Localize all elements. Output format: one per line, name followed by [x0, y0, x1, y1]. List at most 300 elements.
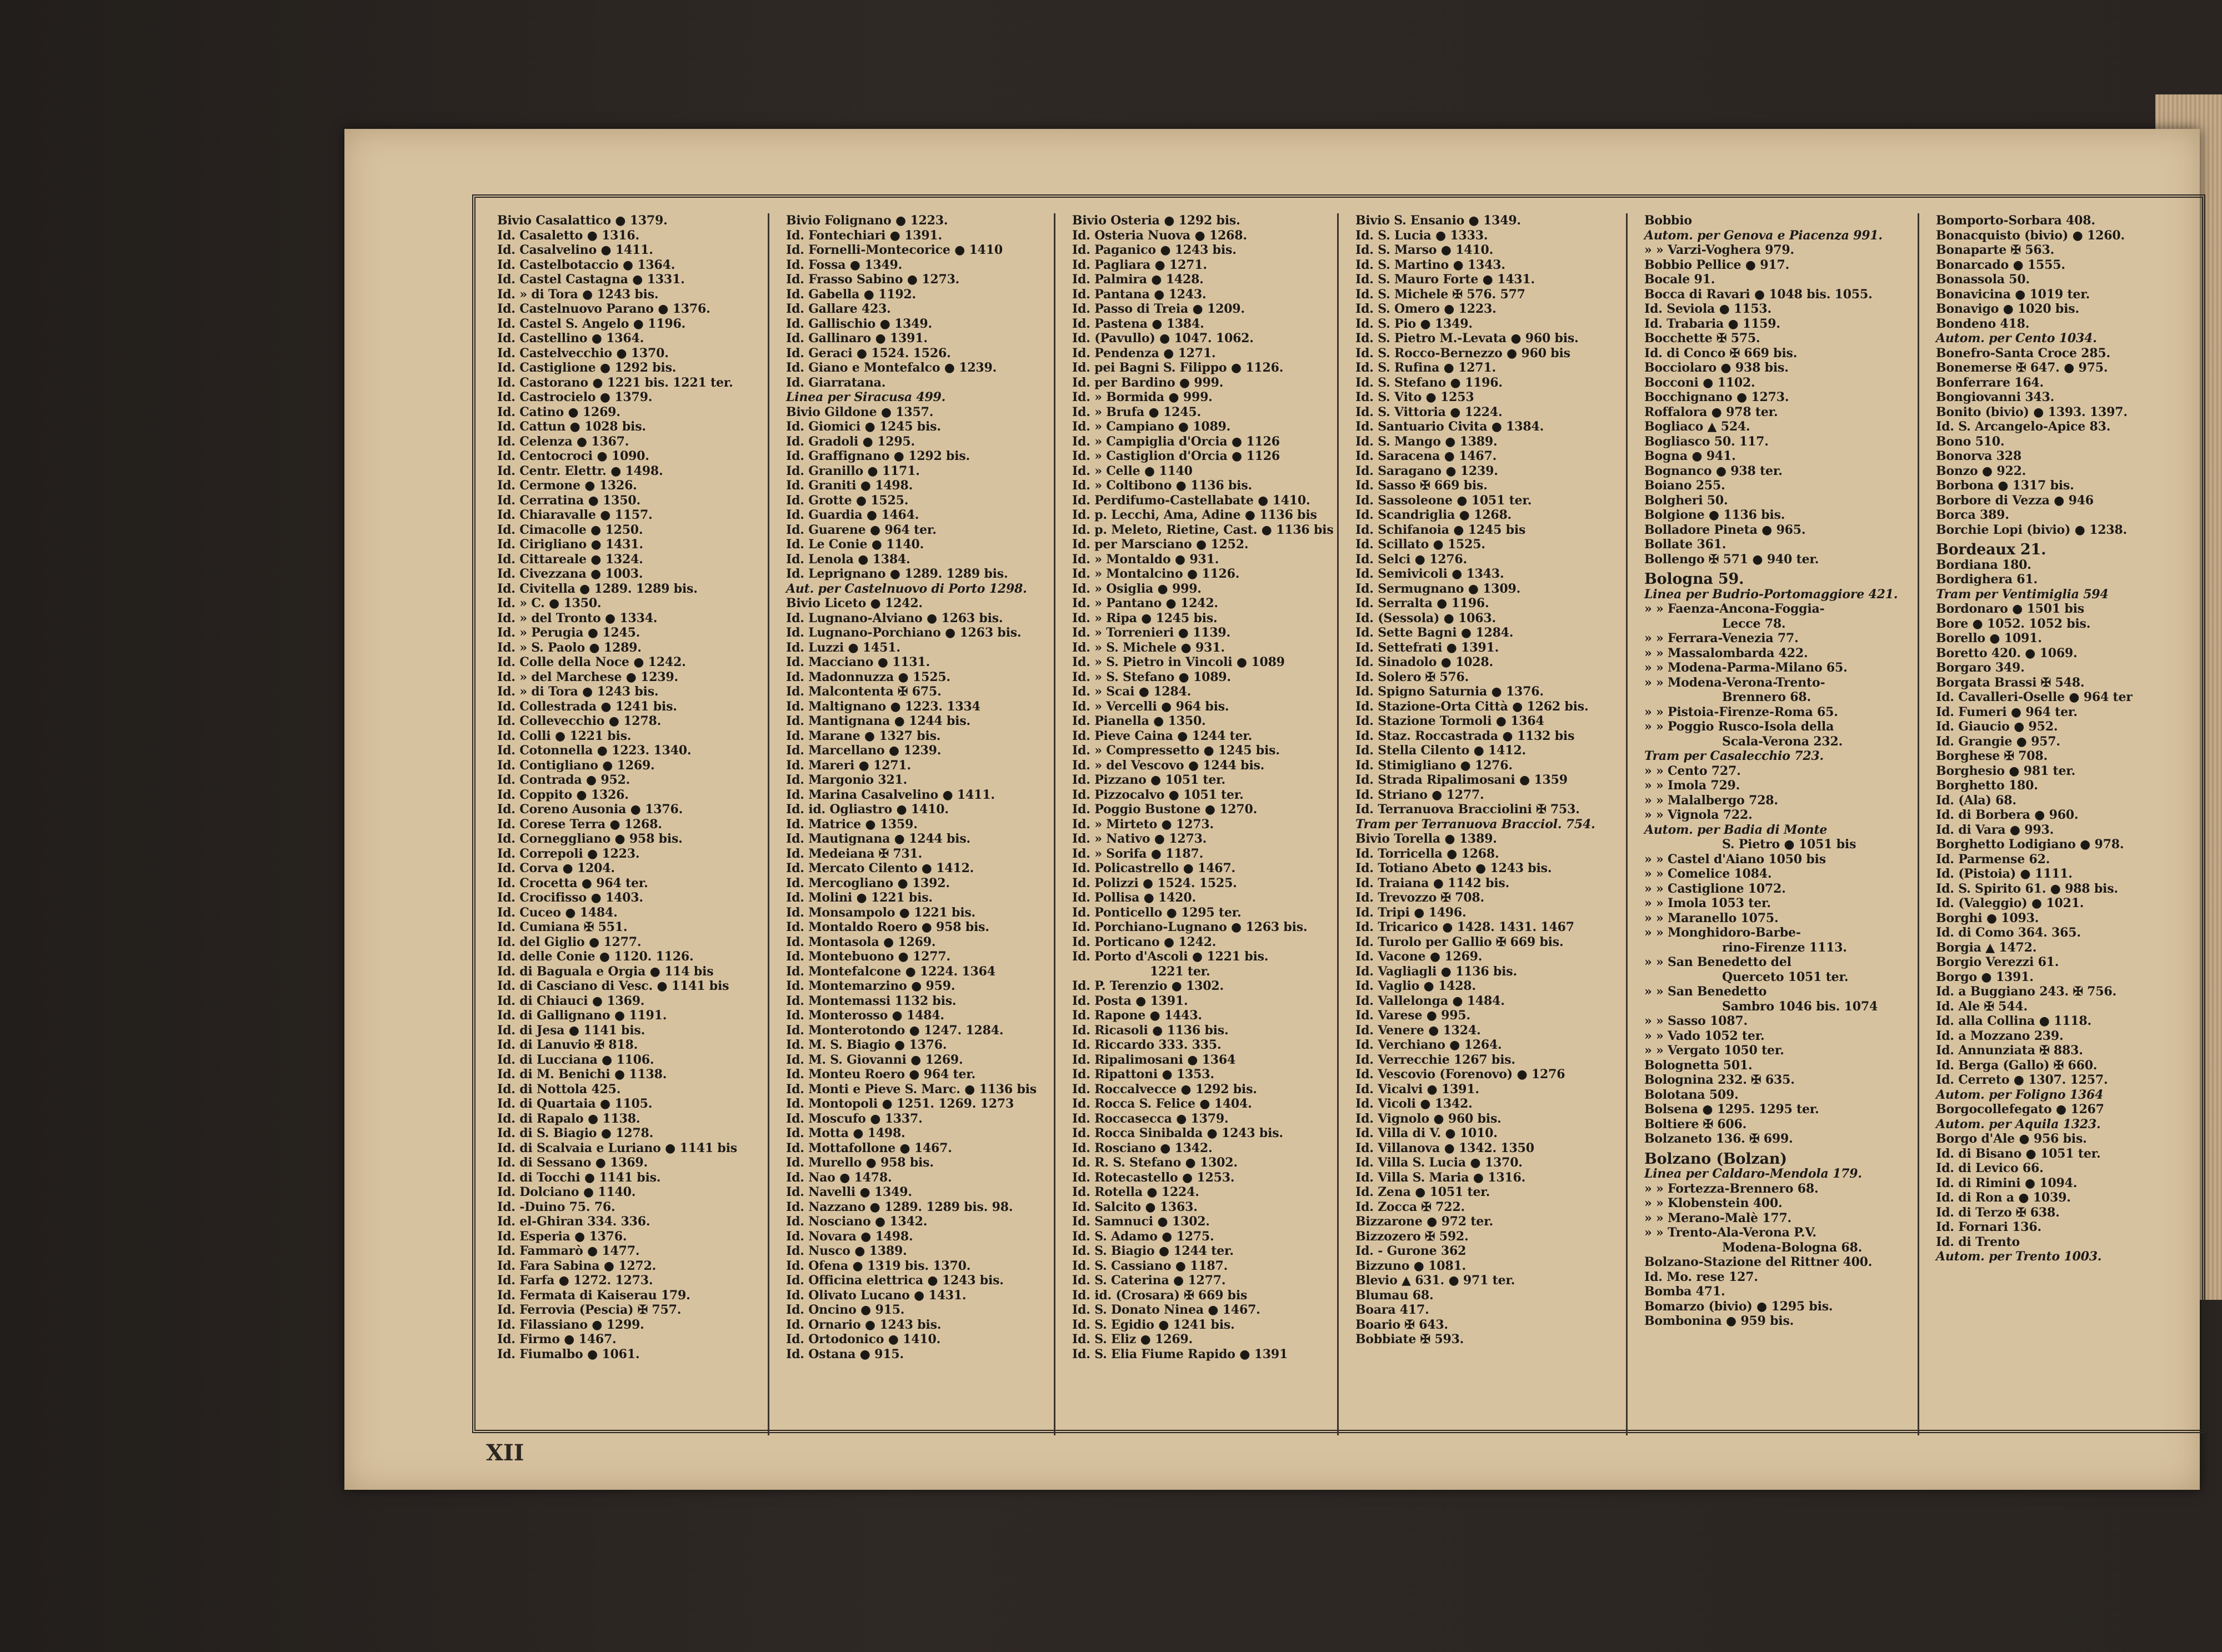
index-entry: Id. Fornari 136.: [1936, 1220, 2041, 1234]
index-entry: Id. Settefrati ● 1391.: [1355, 640, 1499, 655]
index-entry: Borgaro 349.: [1936, 660, 2025, 675]
index-entry: Id. Mercato Cilento ● 1412.: [786, 861, 974, 875]
index-entry: Id. Stazione-Orta Città ● 1262 bis.: [1355, 699, 1589, 714]
index-entry: Querceto 1051 ter.: [1722, 969, 1849, 984]
index-entry: Id. Villanova ● 1342. 1350: [1355, 1140, 1534, 1155]
index-entry: Id. Samnuci ● 1302.: [1072, 1214, 1210, 1229]
index-entry: Id. Castel Castagna ● 1331.: [497, 272, 685, 287]
index-entry: Bizzozero ✠ 592.: [1355, 1229, 1469, 1244]
index-entry: Id. » S. Michele ● 931.: [1072, 640, 1225, 655]
index-entry: Id. Stella Cilento ● 1412.: [1355, 743, 1526, 758]
index-entry: Id. Scillato ● 1525.: [1355, 537, 1485, 552]
index-entry: Id. Ponticello ● 1295 ter.: [1072, 905, 1242, 920]
index-entry: Id. Montemassi 1132 bis.: [786, 993, 957, 1008]
index-entry: Id. pei Bagni S. Filippo ● 1126.: [1072, 361, 1284, 375]
index-entry: Bondeno 418.: [1936, 316, 2030, 331]
index-entry: Id. » Mirteto ● 1273.: [1072, 817, 1214, 832]
index-entry: Id. Giano e Montefalco ● 1239.: [786, 361, 997, 375]
index-entry: Id. Gradoli ● 1295.: [786, 434, 915, 449]
index-entry: Id. Firmo ● 1467.: [497, 1332, 617, 1346]
index-entry: Id. Pendenza ● 1271.: [1072, 346, 1216, 361]
index-entry: Id. Crocetta ● 964 ter.: [497, 875, 648, 890]
index-entry: Id. Vicalvi ● 1391.: [1355, 1082, 1479, 1097]
index-entry: Bolognina 232. ✠ 635.: [1644, 1073, 1795, 1087]
index-entry: Id. Tricarico ● 1428. 1431. 1467: [1355, 920, 1574, 934]
index-entry: Id. di Scalvaia e Luriano ● 1141 bis: [497, 1140, 737, 1155]
index-entry: Id. S. Elia Fiume Rapido ● 1391: [1072, 1346, 1288, 1361]
index-entry: Id. Venere ● 1324.: [1355, 1023, 1481, 1038]
index-entry: Bonemerse ✠ 647. ● 975.: [1936, 361, 2108, 375]
index-entry: Id. Annunziata ✠ 883.: [1936, 1043, 2083, 1058]
index-entry: Id. S. Omero ● 1223.: [1355, 302, 1497, 316]
index-entry: Id. » S. Pietro in Vincoli ● 1089: [1072, 655, 1285, 669]
index-entry: Id. Gabella ● 1192.: [786, 287, 916, 302]
index-entry: Id. Guarene ● 964 ter.: [786, 522, 937, 537]
index-entry: Id. » Castiglion d'Orcia ● 1126: [1072, 449, 1280, 463]
index-entry: Id. Matrice ● 1359.: [786, 817, 918, 832]
index-entry: Id. Corese Terra ● 1268.: [497, 817, 662, 832]
index-entry: » » Modena-Verona-Trento-: [1644, 675, 1825, 690]
index-entry: Id. S. Mango ● 1389.: [1355, 434, 1498, 449]
index-entry: Id. » Campiano ● 1089.: [1072, 419, 1231, 434]
index-entry: Bognanco ● 938 ter.: [1644, 463, 1783, 478]
index-entry: Id. Coreno Ausonia ● 1376.: [497, 802, 683, 817]
index-entry: Id. Casalvelino ● 1411.: [497, 243, 653, 257]
index-entry: Blevio ▲ 631. ● 971 ter.: [1355, 1273, 1515, 1288]
index-entry: Id. S. Biagio ● 1244 ter.: [1072, 1244, 1234, 1258]
index-entry: Id. » Bormida ● 999.: [1072, 390, 1213, 404]
index-entry: » » Monghidoro-Barbe-: [1644, 925, 1801, 940]
index-entry: » » Maranello 1075.: [1644, 910, 1779, 925]
index-entry: Id. Posta ● 1391.: [1072, 993, 1188, 1008]
index-entry: Id. (Sessola) ● 1063.: [1355, 610, 1496, 625]
index-entry: Id. » Vercelli ● 964 bis.: [1072, 699, 1229, 714]
index-entry: Bivio Folignano ● 1223.: [786, 213, 948, 228]
index-entry: Borca 389.: [1936, 508, 2009, 522]
index-entry: » » Ferrara-Venezia 77.: [1644, 631, 1799, 645]
index-entry: Id. Pizzocalvo ● 1051 ter.: [1072, 787, 1244, 802]
index-entry: Id. Solero ✠ 576.: [1355, 669, 1469, 684]
index-entry: Id. a Mozzano 239.: [1936, 1028, 2064, 1043]
index-entry: Boara 417.: [1355, 1303, 1429, 1317]
index-entry: Id. S. Pietro M.-Levata ● 960 bis.: [1355, 331, 1579, 346]
index-entry: Id. Verchiano ● 1264.: [1355, 1038, 1502, 1052]
index-entry: Id. Mautignana ● 1244 bis.: [786, 832, 970, 846]
index-entry: Id. Saracena ● 1467.: [1355, 449, 1497, 463]
index-entry: Linea per Caldaro-Mendola 179.: [1644, 1167, 1862, 1181]
index-entry: » » Fortezza-Brennero 68.: [1644, 1181, 1819, 1196]
index-entry: Id. Porchiano-Lugnano ● 1263 bis.: [1072, 920, 1308, 934]
index-entry: Id. a Buggiano 243. ✠ 756.: [1936, 984, 2116, 999]
index-entry: Id. Rocca S. Felice ● 1404.: [1072, 1097, 1252, 1111]
index-entry: Id. Margonio 321.: [786, 773, 908, 787]
index-entry: Borghetto 180.: [1936, 778, 2038, 793]
index-entry: Id. S. Cassiano ● 1187.: [1072, 1258, 1228, 1273]
index-entry: Bivio Torella ● 1389.: [1355, 832, 1497, 846]
index-entry: Id. di Borbera ● 960.: [1936, 808, 2079, 822]
index-entry: » » Vergato 1050 ter.: [1644, 1043, 1784, 1058]
index-entry: » » Trento-Ala-Verona P.V.: [1644, 1225, 1816, 1240]
index-entry: Bonito (bivio) ● 1393. 1397.: [1936, 404, 2128, 419]
index-entry: Id. Staz. Roccastrada ● 1132 bis: [1355, 728, 1575, 743]
index-entry: Id. Corva ● 1204.: [497, 861, 615, 875]
index-entry: Bolzano (Bolzan): [1644, 1150, 1787, 1168]
index-entry: Id. Lugnano-Alviano ● 1263 bis.: [786, 610, 1003, 625]
index-entry: Id. Berga (Gallo) ✠ 660.: [1936, 1058, 2098, 1073]
index-entry: Borchie Lopi (bivio) ● 1238.: [1936, 522, 2127, 537]
index-entry: Id. Sassoleone ● 1051 ter.: [1355, 493, 1532, 508]
index-entry: Id. Mercogliano ● 1392.: [786, 875, 950, 890]
index-entry: Bogliaco ▲ 524.: [1644, 419, 1750, 434]
index-entry: Id. Porticano ● 1242.: [1072, 934, 1217, 949]
index-entry: Id. Trevozzo ✠ 708.: [1355, 890, 1485, 905]
index-entry: Id. Chiaravalle ● 1157.: [497, 508, 653, 522]
index-entry: Id. Le Conie ● 1140.: [786, 537, 924, 552]
index-entry: Bonarcado ● 1555.: [1936, 257, 2065, 272]
index-entry: Autom. per Aquila 1323.: [1936, 1117, 2101, 1132]
index-entry: Autom. per Genova e Piacenza 991.: [1644, 228, 1883, 243]
index-entry: Bomporto-Sorbara 408.: [1936, 213, 2095, 228]
index-entry: Id. Paganico ● 1243 bis.: [1072, 243, 1237, 257]
index-entry: Id. Marina Casalvelino ● 1411.: [786, 787, 995, 802]
index-entry: Id. Vacone ● 1269.: [1355, 949, 1483, 964]
index-entry: Id. » S. Paolo ● 1289.: [497, 640, 642, 655]
index-entry: Id. Colle della Noce ● 1242.: [497, 655, 686, 669]
index-entry: Id. Cumiana ✠ 551.: [497, 920, 628, 934]
index-entry: Id. di Lanuvio ✠ 818.: [497, 1038, 638, 1052]
index-entry: Id. di Ron a ● 1039.: [1936, 1190, 2071, 1205]
index-entry: Borghi ● 1093.: [1936, 910, 2039, 925]
index-entry: » » San Benedetto: [1644, 984, 1767, 999]
index-entry: Id. di Sessano ● 1369.: [497, 1155, 648, 1170]
index-entry: Id. S. Michele ✠ 576. 577: [1355, 287, 1525, 302]
index-entry: Autom. per Trento 1003.: [1936, 1249, 2102, 1264]
index-entry: Id. Novara ● 1498.: [786, 1229, 913, 1244]
index-entry: Id. Luzzi ● 1451.: [786, 640, 900, 655]
index-entry: Id. Gallischio ● 1349.: [786, 316, 932, 331]
index-entry: Id. Olivato Lucano ● 1431.: [786, 1288, 967, 1303]
index-entry: Id. Montebuono ● 1277.: [786, 949, 950, 964]
index-entry: Id. S. Marso ● 1410.: [1355, 243, 1494, 257]
index-entry: Id. Parmense 62.: [1936, 852, 2050, 867]
index-entry: Blumau 68.: [1355, 1288, 1434, 1303]
index-entry: Id. S. Martino ● 1343.: [1355, 257, 1505, 272]
index-entry: Id. » Campiglia d'Orcia ● 1126: [1072, 434, 1280, 449]
index-entry: Bonavicina ● 1019 ter.: [1936, 287, 2090, 302]
index-entry: Bogna ● 941.: [1644, 449, 1736, 463]
index-entry: Id. Monterosso ● 1484.: [786, 1008, 944, 1023]
index-entry: Id. Madonnuzza ● 1525.: [786, 669, 950, 684]
index-entry: Tram per Ventimiglia 594: [1936, 587, 2109, 602]
index-entry: Id. Vignolo ● 960 bis.: [1355, 1111, 1502, 1126]
index-entry: Id. Malcontenta ✠ 675.: [786, 684, 942, 699]
index-entry: Bocca di Ravari ● 1048 bis. 1055.: [1644, 287, 1873, 302]
index-entry: Id. » Pantano ● 1242.: [1072, 596, 1218, 610]
index-entry: Id. Villa di V. ● 1010.: [1355, 1126, 1498, 1140]
index-entry: Id. Montaldo Roero ● 958 bis.: [786, 920, 989, 934]
index-entry: Linea per Siracusa 499.: [786, 390, 946, 404]
index-entry: Bocchignano ● 1273.: [1644, 390, 1789, 404]
index-entry: Id. Porto d'Ascoli ● 1221 bis.: [1072, 949, 1269, 964]
index-entry: Id. S. Pio ● 1349.: [1355, 316, 1473, 331]
index-entry: Id. Schifanoia ● 1245 bis: [1355, 522, 1526, 537]
index-entry: Id. Contrada ● 952.: [497, 773, 630, 787]
index-entry: Id. Ortodonico ● 1410.: [786, 1332, 941, 1346]
index-entry: Id. Collestrada ● 1241 bis.: [497, 699, 677, 714]
index-entry: Autom. per Cento 1034.: [1936, 331, 2097, 346]
index-entry: Id. Stazione Tormoli ● 1364: [1355, 714, 1544, 728]
index-entry: Id. » Montaldo ● 931.: [1072, 552, 1219, 567]
index-entry: Id. S. Adamo ● 1275.: [1072, 1229, 1214, 1244]
index-entry: » » Merano-Malè 177.: [1644, 1210, 1792, 1225]
index-entry: Bolgione ● 1136 bis.: [1644, 508, 1785, 522]
index-entry: Id. Monterotondo ● 1247. 1284.: [786, 1023, 1004, 1038]
index-entry: Bono 510.: [1936, 434, 2005, 449]
index-entry: rino-Firenze 1113.: [1722, 940, 1847, 955]
index-entry: Id. Spigno Saturnia ● 1376.: [1355, 684, 1544, 699]
index-entry: Id. (Pistoia) ● 1111.: [1936, 867, 2073, 881]
index-entry: Id. Guardia ● 1464.: [786, 508, 919, 522]
index-entry: Id. Macciano ● 1131.: [786, 655, 930, 669]
index-entry: Roffalora ● 978 ter.: [1644, 404, 1778, 419]
index-entry: Id. di Bisano ● 1051 ter.: [1936, 1146, 2101, 1161]
index-entry: Id. Geraci ● 1524. 1526.: [786, 346, 951, 361]
index-entry: Id. Ripattoni ● 1353.: [1072, 1067, 1214, 1082]
index-entry: Bonorva 328: [1936, 449, 2021, 463]
index-entry: Id. » del Tronto ● 1334.: [497, 610, 658, 625]
index-entry: Id. » del Vescovo ● 1244 bis.: [1072, 758, 1265, 773]
index-entry: Bordiana 180.: [1936, 557, 2031, 572]
index-entry: Borgo d'Ale ● 956 bis.: [1936, 1132, 2087, 1146]
index-entry: Id. Riccardo 333. 335.: [1072, 1038, 1222, 1052]
index-entry: Id. Pastena ● 1384.: [1072, 316, 1204, 331]
index-entry: Bore ● 1052. 1052 bis.: [1936, 616, 2091, 631]
index-entry: » » Massalombarda 422.: [1644, 645, 1808, 660]
index-entry: Borbore di Vezza ● 946: [1936, 493, 2094, 508]
index-entry: Id. Molini ● 1221 bis.: [786, 890, 933, 905]
index-entry: Brennero 68.: [1722, 690, 1811, 704]
index-entry: Id. di S. Biagio ● 1278.: [497, 1126, 654, 1140]
index-entry: » » Sasso 1087.: [1644, 1014, 1748, 1028]
index-entry: Id. » S. Stefano ● 1089.: [1072, 669, 1231, 684]
index-entry: Bizzuno ● 1081.: [1355, 1258, 1467, 1273]
index-columns: [481, 213, 2199, 1435]
index-entry: Id. alla Collina ● 1118.: [1936, 1014, 2091, 1028]
index-entry: Bordighera 61.: [1936, 572, 2038, 587]
index-entry: Bocciolaro ● 938 bis.: [1644, 361, 1789, 375]
index-entry: Id. Sermugnano ● 1309.: [1355, 581, 1521, 596]
index-entry: Id. » Celle ● 1140: [1072, 463, 1193, 478]
index-entry: Id. Cerreto ● 1307. 1257.: [1936, 1073, 2108, 1087]
index-entry: Id. Leprignano ● 1289. 1289 bis.: [786, 567, 1008, 581]
index-entry: Bocconi ● 1102.: [1644, 375, 1755, 390]
index-entry: Id. Mo. rese 127.: [1644, 1269, 1758, 1284]
index-entry: Id. S. Stefano ● 1196.: [1355, 375, 1503, 390]
index-entry: Id. Polizzi ● 1524. 1525.: [1072, 875, 1237, 890]
index-entry: Id. Grotte ● 1525.: [786, 493, 909, 508]
index-entry: Id. (Ala) 68.: [1936, 793, 2016, 808]
index-entry: Id. Zena ● 1051 ter.: [1355, 1185, 1490, 1199]
index-entry: Id. Fermata di Kaiserau 179.: [497, 1288, 690, 1303]
index-entry: Bolzaneto 136. ✠ 699.: [1644, 1132, 1793, 1146]
index-entry: Id. Castelvecchio ● 1370.: [497, 346, 669, 361]
index-entry: Id. Ornario ● 1243 bis.: [786, 1317, 942, 1332]
index-entry: Id. el-Ghiran 334. 336.: [497, 1214, 650, 1229]
index-entry: Id. » Sorifa ● 1187.: [1072, 846, 1204, 861]
index-entry: Id. Palmira ● 1428.: [1072, 272, 1204, 287]
index-entry: Boretto 420. ● 1069.: [1936, 645, 2078, 660]
index-entry: Id. Crocifisso ● 1403.: [497, 890, 643, 905]
index-entry: Borghesio ● 981 ter.: [1936, 763, 2076, 778]
index-entry: Id. di Jesa ● 1141 bis.: [497, 1023, 645, 1038]
index-entry: Id. Montasola ● 1269.: [786, 934, 936, 949]
index-entry: Id. Contigliano ● 1269.: [497, 758, 655, 773]
index-entry: Id. Varese ● 995.: [1355, 1008, 1470, 1023]
index-entry: Id. di Trento: [1936, 1234, 2020, 1249]
index-entry: Id. Passo di Treia ● 1209.: [1072, 302, 1245, 316]
index-entry: Id. » Scai ● 1284.: [1072, 684, 1192, 699]
index-entry: Id. per Bardino ● 999.: [1072, 375, 1224, 390]
index-entry: Id. S. Eliz ● 1269.: [1072, 1332, 1193, 1346]
index-entry: » » Vignola 722.: [1644, 808, 1753, 822]
index-entry: Id. Montopoli ● 1251. 1269. 1273: [786, 1097, 1014, 1111]
index-entry: Id. Ferrovia (Pescia) ✠ 757.: [497, 1303, 682, 1317]
index-entry: Id. Sinadolo ● 1028.: [1355, 655, 1493, 669]
index-entry: Id. Gallare 423.: [786, 302, 891, 316]
index-entry: Id. Rocca Sinibalda ● 1243 bis.: [1072, 1126, 1283, 1140]
index-entry: Id. Cattun ● 1028 bis.: [497, 419, 646, 434]
index-column-1: [481, 213, 769, 1435]
index-entry: » » San Benedetto del: [1644, 955, 1791, 969]
index-entry: » » Pistoia-Firenze-Roma 65.: [1644, 704, 1838, 719]
index-entry: Id. -Duino 75. 76.: [497, 1199, 615, 1214]
index-entry: Id. Serralta ● 1196.: [1355, 596, 1489, 610]
index-entry: Id. di Conco ✠ 669 bis.: [1644, 346, 1798, 361]
index-entry: Id. S. Arcangelo-Apice 83.: [1936, 419, 2111, 434]
index-entry: Id. Villa S. Maria ● 1316.: [1355, 1170, 1526, 1185]
index-entry: Id. Turolo per Gallio ✠ 669 bis.: [1355, 934, 1564, 949]
index-entry: Modena-Bologna 68.: [1722, 1240, 1863, 1255]
index-entry: Id. Castelbotaccio ● 1364.: [497, 257, 675, 272]
index-entry: Id. id. Ogliastro ● 1410.: [786, 802, 949, 817]
book-page: [344, 129, 2200, 1490]
index-entry: Bongiovanni 343.: [1936, 390, 2055, 404]
index-entry: Id. Strada Ripalimosani ● 1359: [1355, 773, 1568, 787]
index-entry: Id. per Marsciano ● 1252.: [1072, 537, 1249, 552]
index-entry: Id. Ofena ● 1319 bis. 1370.: [786, 1258, 971, 1273]
index-entry: Id. Fiumalbo ● 1061.: [497, 1346, 640, 1361]
index-entry: Id. Vagliagli ● 1136 bis.: [1355, 964, 1517, 979]
index-entry: » » Poggio Rusco-Isola della: [1644, 719, 1834, 734]
index-column-5: [1628, 213, 1919, 1435]
index-entry: Id. Scandriglia ● 1268.: [1355, 508, 1512, 522]
index-entry: Tram per Terranuova Bracciol. 754.: [1355, 817, 1595, 832]
index-entry: Aut. per Castelnuovo di Porto 1298.: [786, 581, 1027, 596]
index-entry: Bolsena ● 1295. 1295 ter.: [1644, 1102, 1819, 1117]
index-entry: » » Comelice 1084.: [1644, 867, 1772, 881]
index-entry: Id. Colli ● 1221 bis.: [497, 728, 632, 743]
index-entry: Id. » del Marchese ● 1239.: [497, 669, 678, 684]
index-entry: Id. Monsampolo ● 1221 bis.: [786, 905, 976, 920]
index-entry: Bobbio: [1644, 213, 1692, 228]
index-entry: Id. Nazzano ● 1289. 1289 bis. 98.: [786, 1199, 1013, 1214]
index-entry: Id. Rapone ● 1443.: [1072, 1008, 1202, 1023]
index-entry: Id. Granillo ● 1171.: [786, 463, 920, 478]
index-entry: Id. - Gurone 362: [1355, 1244, 1467, 1258]
index-entry: Bolgheri 50.: [1644, 493, 1728, 508]
index-entry: Id. Civitella ● 1289. 1289 bis.: [497, 581, 698, 596]
index-entry: Tram per Casalecchio 723.: [1644, 749, 1824, 763]
index-entry: Id. Dolciano ● 1140.: [497, 1185, 636, 1199]
index-entry: Id. Cermone ● 1326.: [497, 478, 637, 493]
index-entry: Sambro 1046 bis. 1074: [1722, 999, 1878, 1014]
index-entry: Id. di Nottola 425.: [497, 1082, 621, 1097]
index-entry: Borello ● 1091.: [1936, 631, 2042, 645]
index-entry: Bolotana 509.: [1644, 1087, 1739, 1102]
index-entry: Id. » di Tora ● 1243 bis.: [497, 684, 659, 699]
index-entry: Id. Graffignano ● 1292 bis.: [786, 449, 970, 463]
index-entry: Id. S. Rocco-Bernezzo ● 960 bis: [1355, 346, 1570, 361]
index-entry: Id. Cirigliano ● 1431.: [497, 537, 643, 552]
page-number: XII: [486, 1440, 524, 1466]
index-entry: Bonacquisto (bivio) ● 1260.: [1936, 228, 2125, 243]
index-entry: Id. Fontechiari ● 1391.: [786, 228, 942, 243]
index-entry: Id. Murello ● 958 bis.: [786, 1155, 934, 1170]
index-entry: » » Cento 727.: [1644, 763, 1741, 778]
index-entry: Id. » di Tora ● 1243 bis.: [497, 287, 659, 302]
index-entry: Id. Officina elettrica ● 1243 bis.: [786, 1273, 1004, 1288]
index-entry: Bivio Casalattico ● 1379.: [497, 213, 668, 228]
index-entry: Id. Graniti ● 1498.: [786, 478, 913, 493]
index-entry: » » Varzi-Voghera 979.: [1644, 243, 1794, 257]
index-entry: Id. Mottafollone ● 1467.: [786, 1140, 952, 1155]
index-entry: Id. S. Vittoria ● 1224.: [1355, 404, 1503, 419]
index-entry: Bomarzo (bivio) ● 1295 bis.: [1644, 1299, 1833, 1314]
index-entry: Id. Monti e Pieve S. Marc. ● 1136 bis: [786, 1082, 1037, 1097]
index-entry: Id. Ale ✠ 544.: [1936, 999, 2028, 1014]
index-entry: Id. Corneggliano ● 958 bis.: [497, 832, 683, 846]
index-entry: Id. S. Lucia ● 1333.: [1355, 228, 1488, 243]
index-entry: Borgocollefegato ● 1267: [1936, 1102, 2104, 1117]
index-entry: Id. » C. ● 1350.: [497, 596, 602, 610]
index-entry: Bocale 91.: [1644, 272, 1715, 287]
index-entry: Bologna 59.: [1644, 570, 1744, 588]
index-entry: Id. Cotonnella ● 1223. 1340.: [497, 743, 692, 758]
index-entry: Id. Nosciano ● 1342.: [786, 1214, 928, 1229]
index-entry: Linea per Budrio-Portomaggiore 421.: [1644, 587, 1898, 602]
index-entry: Lecce 78.: [1722, 616, 1786, 631]
index-entry: Id. di Lucciana ● 1106.: [497, 1052, 654, 1067]
index-entry: Bivio Gildone ● 1357.: [786, 404, 934, 419]
index-entry: Id. Montefalcone ● 1224. 1364: [786, 964, 995, 979]
index-entry: Bordeaux 21.: [1936, 541, 2046, 558]
index-entry: Id. di Chiauci ● 1369.: [497, 993, 645, 1008]
index-entry: Id. Poggio Bustone ● 1270.: [1072, 802, 1258, 817]
index-entry: Id. Cerratina ● 1350.: [497, 493, 640, 508]
index-entry: Id. R. S. Stefano ● 1302.: [1072, 1155, 1238, 1170]
index-entry: Bollengo ✠ 571 ● 940 ter.: [1644, 552, 1819, 567]
index-column-2: [769, 213, 1055, 1435]
index-entry: Id. p. Meleto, Rietine, Cast. ● 1136 bis: [1072, 522, 1334, 537]
index-entry: Id. di Como 364. 365.: [1936, 925, 2081, 940]
index-entry: Bizzarone ● 972 ter.: [1355, 1214, 1493, 1229]
index-entry: Id. Salcito ● 1363.: [1072, 1199, 1198, 1214]
index-entry: Bonassola 50.: [1936, 272, 2030, 287]
index-entry: Id. Motta ● 1498.: [786, 1126, 905, 1140]
index-entry: Id. del Giglio ● 1277.: [497, 934, 642, 949]
index-entry: Id. di Baguala e Orgia ● 114 bis: [497, 964, 714, 979]
index-entry: Id. Pollisa ● 1420.: [1072, 890, 1196, 905]
